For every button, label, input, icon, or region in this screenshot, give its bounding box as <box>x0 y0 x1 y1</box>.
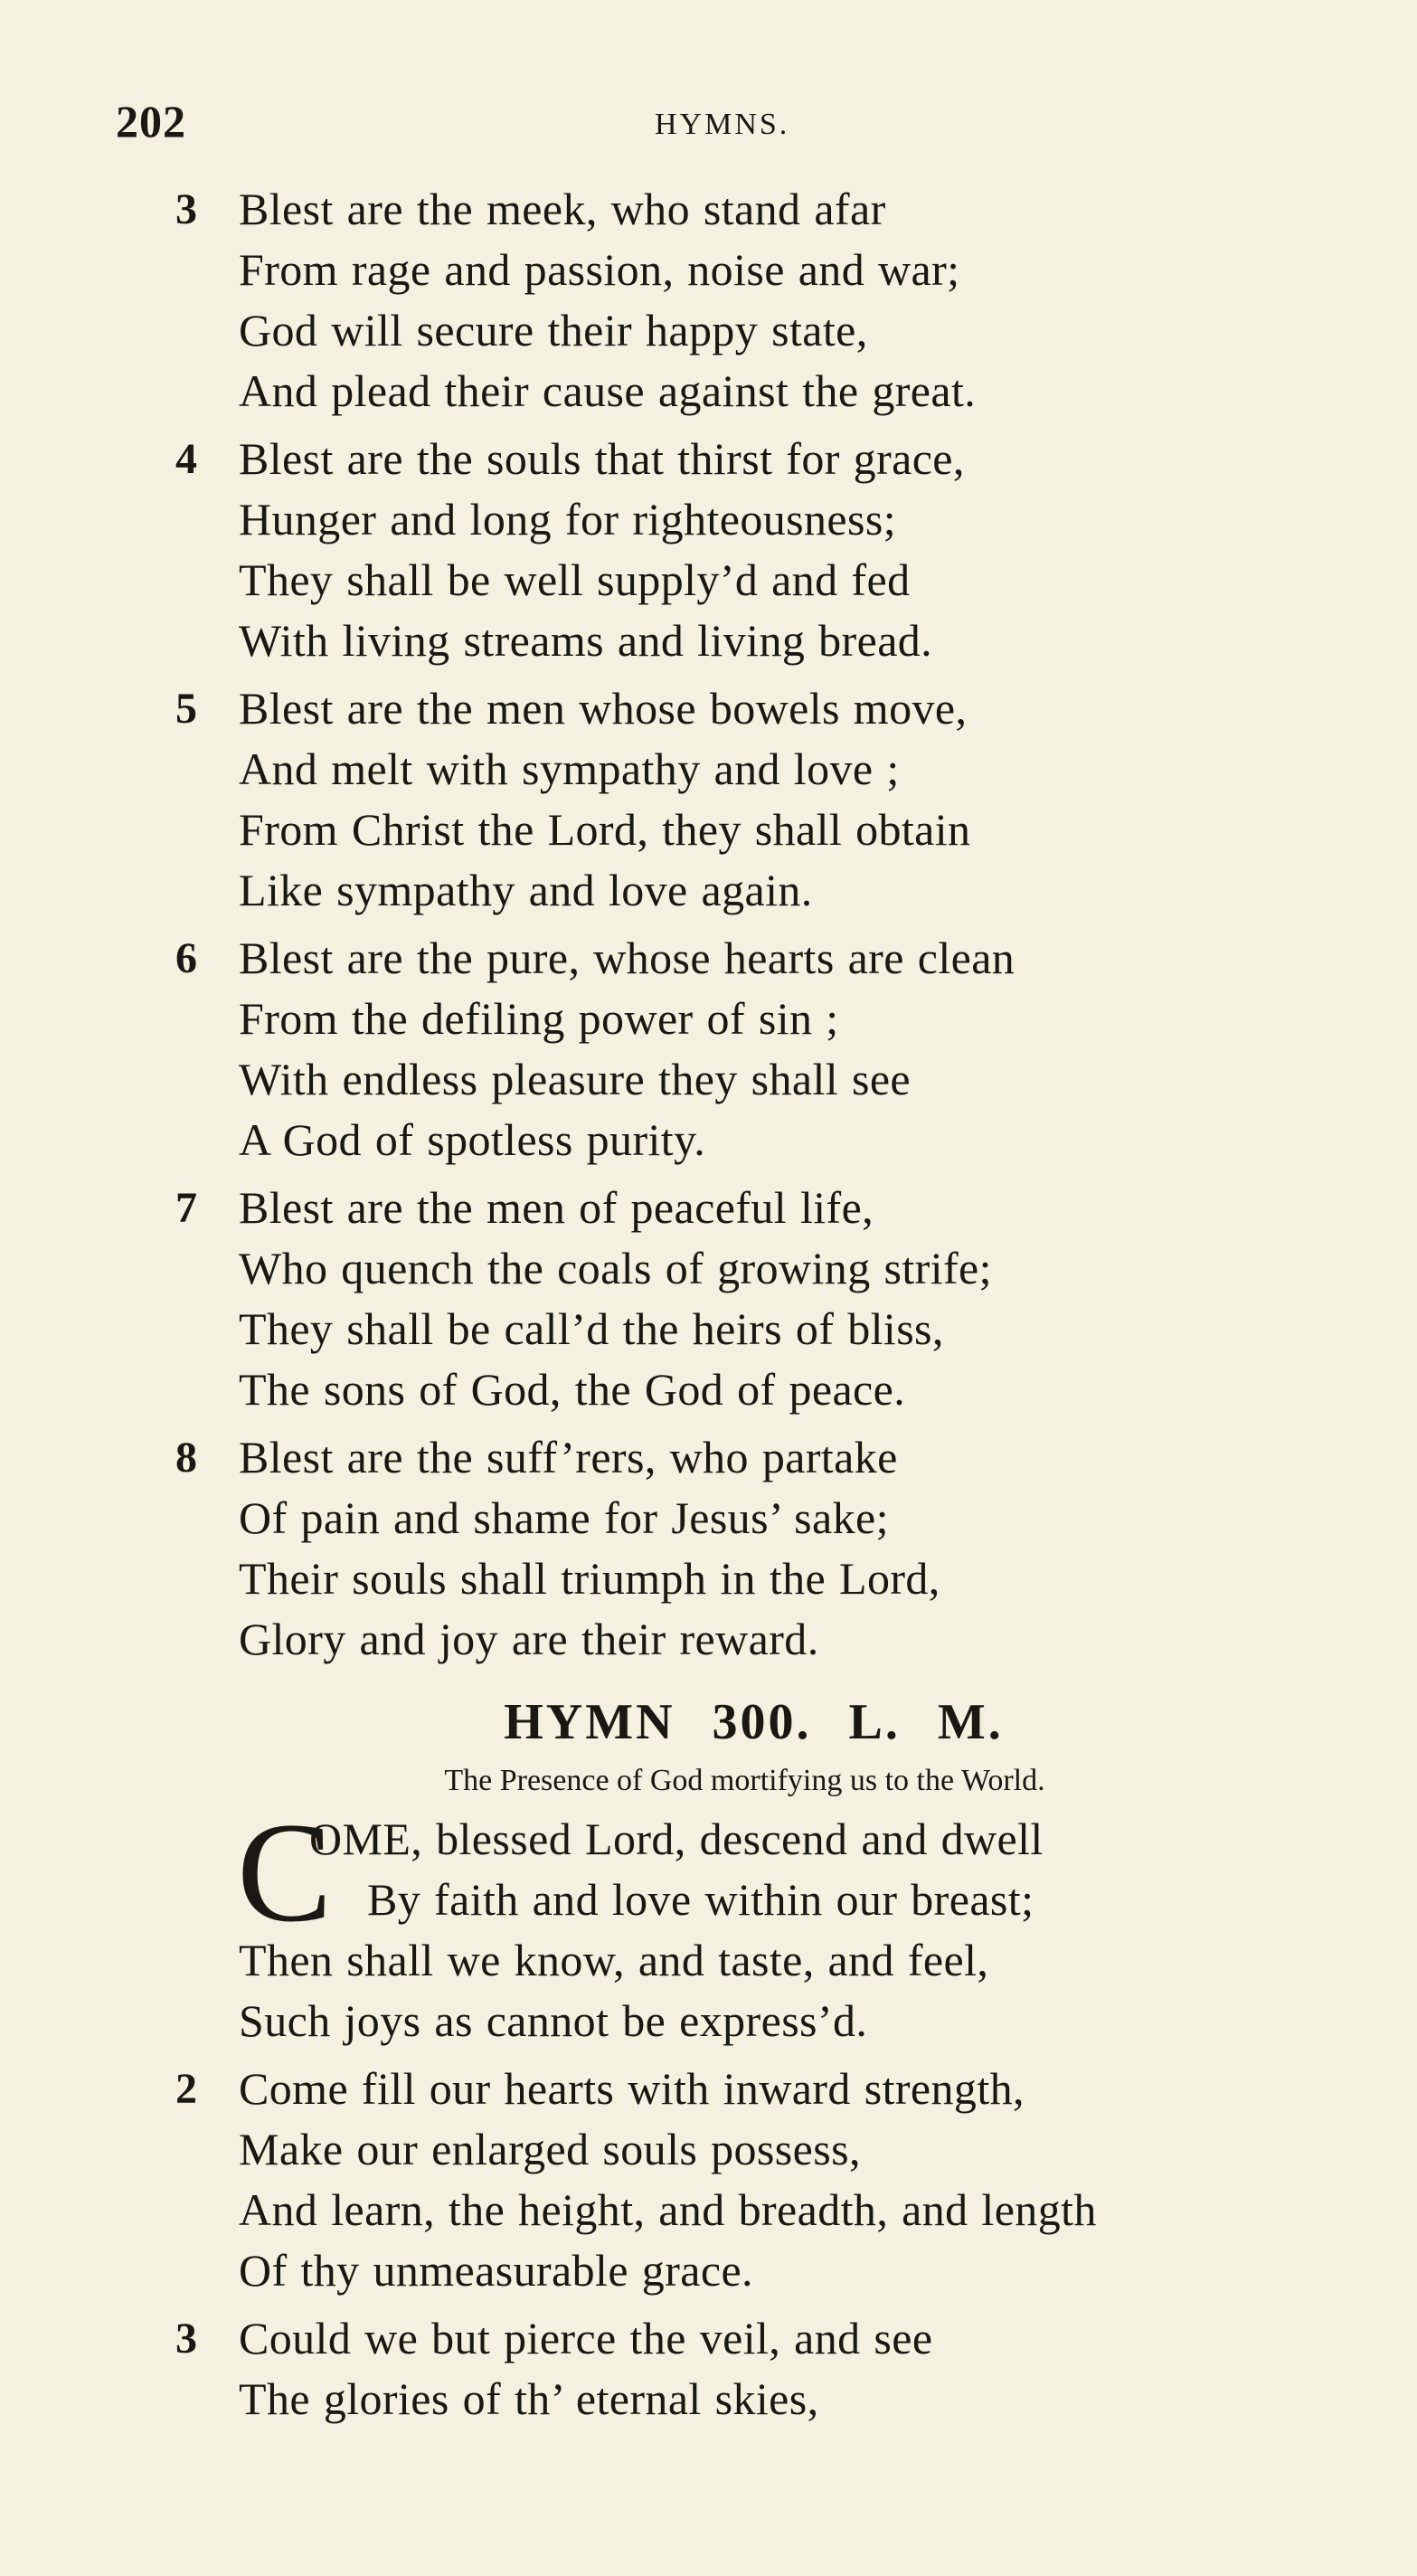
verse-line: By faith and love within our breast; <box>367 1874 1034 1925</box>
verse-line: They shall be call’d the heirs of bliss, <box>239 1303 944 1354</box>
stanza-3 <box>0 179 1417 421</box>
verse-line: And melt with sympathy and love ; <box>239 743 900 794</box>
verse-line: Blest are the men of peaceful life, <box>239 1182 874 1233</box>
stanza-gap <box>0 2051 1417 2059</box>
page-header <box>116 95 1382 149</box>
verse-line: Who quench the coals of growing strife; <box>239 1243 992 1293</box>
verse-line: Come fill our hearts with inward strength, <box>239 2063 1025 2114</box>
hymn-subtitle: The Presence of God mortifying us to the World. <box>444 1764 1045 1797</box>
stanza-4 <box>0 429 1417 671</box>
stanza-1 <box>0 1794 1417 2051</box>
stanza-number: 7 <box>175 1184 197 1232</box>
stanza-number: 3 <box>175 2315 197 2363</box>
verse-line: God will secure their happy state, <box>239 305 868 355</box>
stanza-gap <box>0 2301 1417 2308</box>
stanza-gap <box>0 671 1417 678</box>
stanza-8 <box>0 1427 1417 1670</box>
verse-line: The sons of God, the God of peace. <box>239 1364 906 1415</box>
stanza-number: 8 <box>175 1434 197 1482</box>
stanza-5 <box>0 678 1417 921</box>
verse-line: And plead their cause against the great. <box>239 365 977 416</box>
verse-line: And learn, the height, and breadth, and length <box>239 2184 1097 2235</box>
verse-line: Hunger and long for righteousness; <box>239 494 897 545</box>
verse-line: From Christ the Lord, they shall obtain <box>239 804 971 855</box>
verse-line: Their souls shall triumph in the Lord, <box>239 1553 940 1604</box>
page-number: 202 <box>116 96 186 147</box>
verse-line: Like sympathy and love again. <box>239 865 813 915</box>
verse-line: OME, blessed Lord, descend and dwell <box>309 1814 1044 1864</box>
verse-line: With living streams and living bread. <box>239 615 933 666</box>
verse-line: They shall be well supply’d and fed <box>239 554 911 605</box>
stanza-number: 5 <box>175 685 197 733</box>
stanza-gap <box>0 1420 1417 1427</box>
hymn-title: HYMN 300. L. M. <box>504 1694 1004 1750</box>
drop-cap: C <box>237 1794 333 1952</box>
stanza-6 <box>0 928 1417 1170</box>
verse-line: Of thy unmeasurable grace. <box>239 2245 753 2296</box>
verse-line: Blest are the meek, who stand afar <box>239 184 886 234</box>
stanza-number: 3 <box>175 185 197 233</box>
verse-line: Such joys as cannot be express’d. <box>239 1995 868 2046</box>
verse-line: Glory and joy are their reward. <box>239 1614 819 1664</box>
verse-line: Make our enlarged souls possess, <box>239 2124 861 2174</box>
verse-line: A God of spotless purity. <box>239 1114 706 1165</box>
verse-line: Blest are the suff’rers, who partake <box>239 1432 898 1482</box>
verse-line: From the defiling power of sin ; <box>239 993 839 1044</box>
stanza-3-new <box>0 2308 1417 2429</box>
stanza-number: 4 <box>175 435 197 483</box>
verse-line: The glories of th’ eternal skies, <box>239 2373 819 2424</box>
hymn-text <box>0 179 1417 2429</box>
stanza-gap <box>0 1170 1417 1178</box>
stanza-number: 6 <box>175 934 197 982</box>
verse-line: Blest are the men whose bowels move, <box>239 683 968 734</box>
stanza-2 <box>0 2059 1417 2301</box>
verse-line: From rage and passion, noise and war; <box>239 244 960 295</box>
stanza-7 <box>0 1178 1417 1420</box>
verse-line: With endless pleasure they shall see <box>239 1054 912 1104</box>
running-head: HYMNS. <box>655 108 790 141</box>
verse-line: Then shall we know, and taste, and feel, <box>239 1935 989 1985</box>
verse-line: Blest are the souls that thirst for grace, <box>239 433 965 484</box>
stanza-number: 2 <box>175 2065 197 2113</box>
verse-line: Blest are the pure, whose hearts are clean <box>239 933 1016 983</box>
verse-line: Could we but pierce the veil, and see <box>239 2313 933 2363</box>
stanza-gap <box>0 921 1417 928</box>
verse-line: Of pain and shame for Jesus’ sake; <box>239 1492 889 1543</box>
stanza-gap <box>0 421 1417 429</box>
